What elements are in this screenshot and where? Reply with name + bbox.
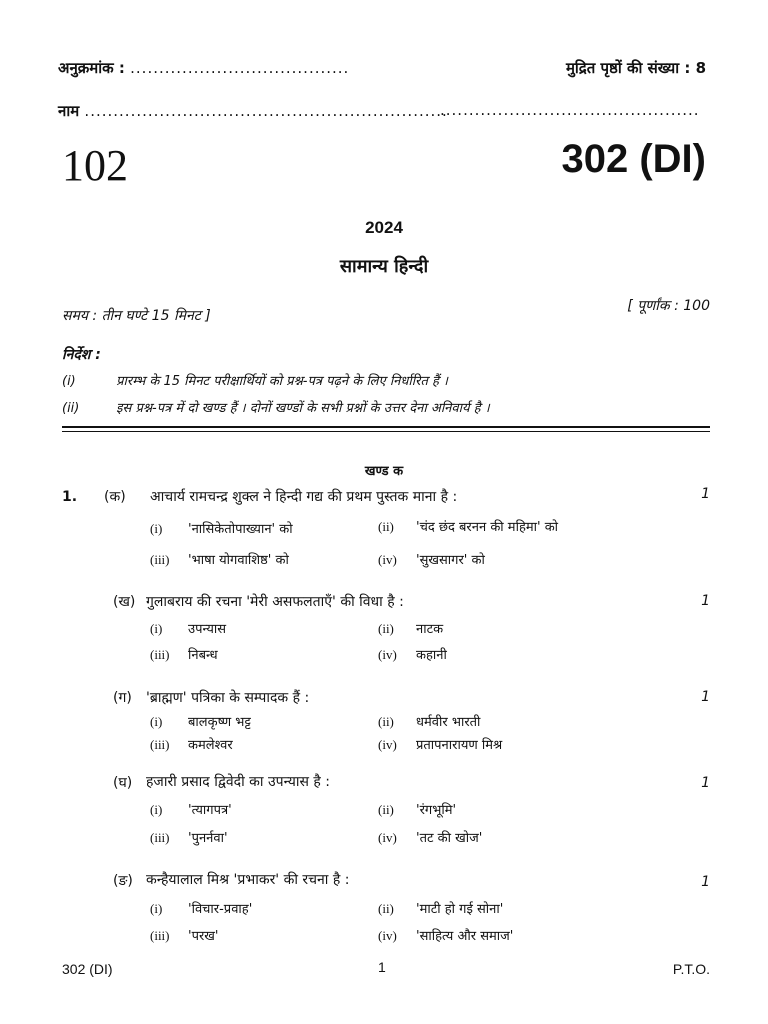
option-item — [150, 645, 218, 663]
option-text: नाटक — [416, 622, 444, 637]
name-dots: ............................................................... — [84, 102, 448, 120]
option-number: (i) — [150, 901, 163, 916]
option-text: 'चंद छंद बरनन की महिमा' को — [416, 520, 559, 535]
option-item — [378, 926, 513, 944]
option-item — [150, 735, 233, 753]
paper-code-left: 102 — [62, 141, 128, 190]
question-marks: 1 — [701, 486, 710, 502]
option-text: 'त्यागपत्र' — [188, 803, 232, 818]
option-item — [378, 828, 482, 846]
option-text: बालकृष्ण भट्ट — [188, 715, 251, 730]
option-text: 'सुखसागर' को — [416, 553, 485, 568]
option-text: प्रतापनारायण मिश्र — [416, 738, 503, 753]
option-item — [150, 519, 293, 537]
option-number: (i) — [150, 802, 163, 817]
subquestion-label: (क) — [104, 489, 126, 505]
option-item — [378, 645, 447, 663]
page-number: 1 — [378, 959, 386, 975]
option-item — [378, 712, 480, 730]
option-item — [150, 712, 251, 730]
subquestion-label: (घ) — [113, 775, 133, 791]
signature-dots: ............................................. — [440, 101, 700, 119]
option-number: (iii) — [150, 830, 170, 845]
exam-year: 2024 — [365, 218, 403, 237]
option-number: (iv) — [378, 647, 397, 662]
option-number: (iii) — [150, 647, 170, 662]
option-number: (iii) — [150, 552, 170, 567]
option-text: 'पुनर्नवा' — [188, 831, 228, 846]
option-text: 'भाषा योगवाशिष्ठ' को — [188, 553, 289, 568]
direction-text: प्रारम्भ के 15 मिनट परीक्षार्थियों को प्रश्न-पत्र पढ़ने के लिए निर्धारित हैं । — [116, 374, 448, 389]
option-text: कमलेश्वर — [188, 738, 233, 753]
subquestion-text: आचार्य रामचन्द्र शुक्ल ने हिन्दी गद्य की प्रथम पुस्तक माना है : — [150, 489, 458, 505]
question-marks: 1 — [701, 689, 710, 705]
option-number: (ii) — [378, 621, 394, 636]
option-text: कहानी — [416, 648, 447, 663]
option-text: 'रंगभूमि' — [416, 803, 457, 818]
direction-item — [62, 371, 448, 389]
subquestion-label: (ङ) — [113, 873, 133, 889]
subquestion-text: 'ब्राह्मण' पत्रिका के सम्पादक हैं : — [146, 690, 310, 706]
option-text: 'साहित्य और समाज' — [416, 929, 514, 944]
question-number: 1. — [62, 489, 78, 505]
option-item — [378, 550, 485, 568]
option-text: उपन्यास — [188, 622, 227, 637]
option-text: 'माटी हो गई सोना' — [416, 902, 504, 917]
option-number: (iv) — [378, 928, 397, 943]
footer-paper-code: 302 (DI) — [62, 961, 113, 977]
option-item — [378, 619, 443, 637]
direction-text: इस प्रश्न-पत्र में दो खण्ड हैं । दोनों खण्डों के सभी प्रश्नों के उत्तर देना अनिवार्य है । — [116, 401, 490, 416]
option-number: (ii) — [378, 714, 394, 729]
subquestion-text: हजारी प्रसाद द्विवेदी का उपन्यास है : — [146, 774, 331, 790]
option-item — [150, 899, 252, 917]
paper-code-right: 302 (DI) — [561, 137, 706, 181]
subquestion-text: गुलाबराय की रचना 'मेरी असफलताएँ' की विधा है : — [146, 594, 404, 610]
option-number: (ii) — [378, 802, 394, 817]
direction-number: (i) — [62, 374, 76, 389]
option-text: निबन्ध — [188, 648, 218, 663]
option-number: (ii) — [378, 901, 394, 916]
full-marks: [ पूर्णांक : 100 — [627, 298, 710, 314]
printed-pages-count: मुद्रित पृष्ठों की संख्या : 8 — [565, 59, 706, 77]
subquestion-label: (ख) — [113, 594, 136, 610]
option-text: 'तट की खोज' — [416, 831, 483, 846]
directions-heading: निर्देश : — [62, 347, 101, 363]
divider-thin — [62, 431, 710, 432]
option-item — [378, 800, 456, 818]
option-number: (i) — [150, 621, 163, 636]
option-number: (iv) — [378, 830, 397, 845]
option-item — [378, 517, 558, 535]
option-number: (ii) — [378, 519, 394, 534]
roll-number-dots: ...................................... — [130, 59, 350, 77]
subject-title: सामान्य हिन्दी — [339, 256, 429, 277]
option-item — [150, 926, 218, 944]
option-item — [150, 828, 228, 846]
question-marks: 1 — [701, 775, 710, 791]
option-text: 'नासिकेतोपाख्यान' को — [188, 522, 293, 537]
subquestion-label: (ग) — [113, 690, 132, 706]
option-text: 'विचार-प्रवाह' — [188, 902, 253, 917]
direction-number: (ii) — [62, 401, 80, 416]
option-number: (i) — [150, 521, 163, 536]
option-number: (iv) — [378, 737, 397, 752]
option-item — [378, 899, 503, 917]
option-text: धर्मवीर भारती — [416, 715, 481, 730]
divider-thick — [62, 426, 710, 428]
section-title: खण्ड क — [364, 464, 404, 479]
option-number: (iii) — [150, 928, 170, 943]
option-item — [150, 619, 226, 637]
subquestion-text: कन्हैयालाल मिश्र 'प्रभाकर' की रचना है : — [146, 872, 350, 888]
option-item — [150, 550, 289, 568]
option-item — [378, 735, 502, 753]
time-allowed: समय : तीन घण्टे 15 मिनट ] — [62, 308, 211, 324]
direction-item — [62, 398, 490, 416]
pto-label: P.T.O. — [672, 961, 710, 977]
roll-number-label: अनुक्रमांक : — [58, 59, 125, 77]
name-field — [58, 101, 448, 121]
option-number: (iii) — [150, 737, 170, 752]
roll-number-field — [58, 58, 349, 78]
name-label: नाम — [58, 102, 80, 120]
question-marks: 1 — [701, 593, 710, 609]
option-text: 'परख' — [188, 929, 219, 944]
option-number: (i) — [150, 714, 163, 729]
question-marks: 1 — [701, 874, 710, 890]
option-item — [150, 800, 232, 818]
option-number: (iv) — [378, 552, 397, 567]
